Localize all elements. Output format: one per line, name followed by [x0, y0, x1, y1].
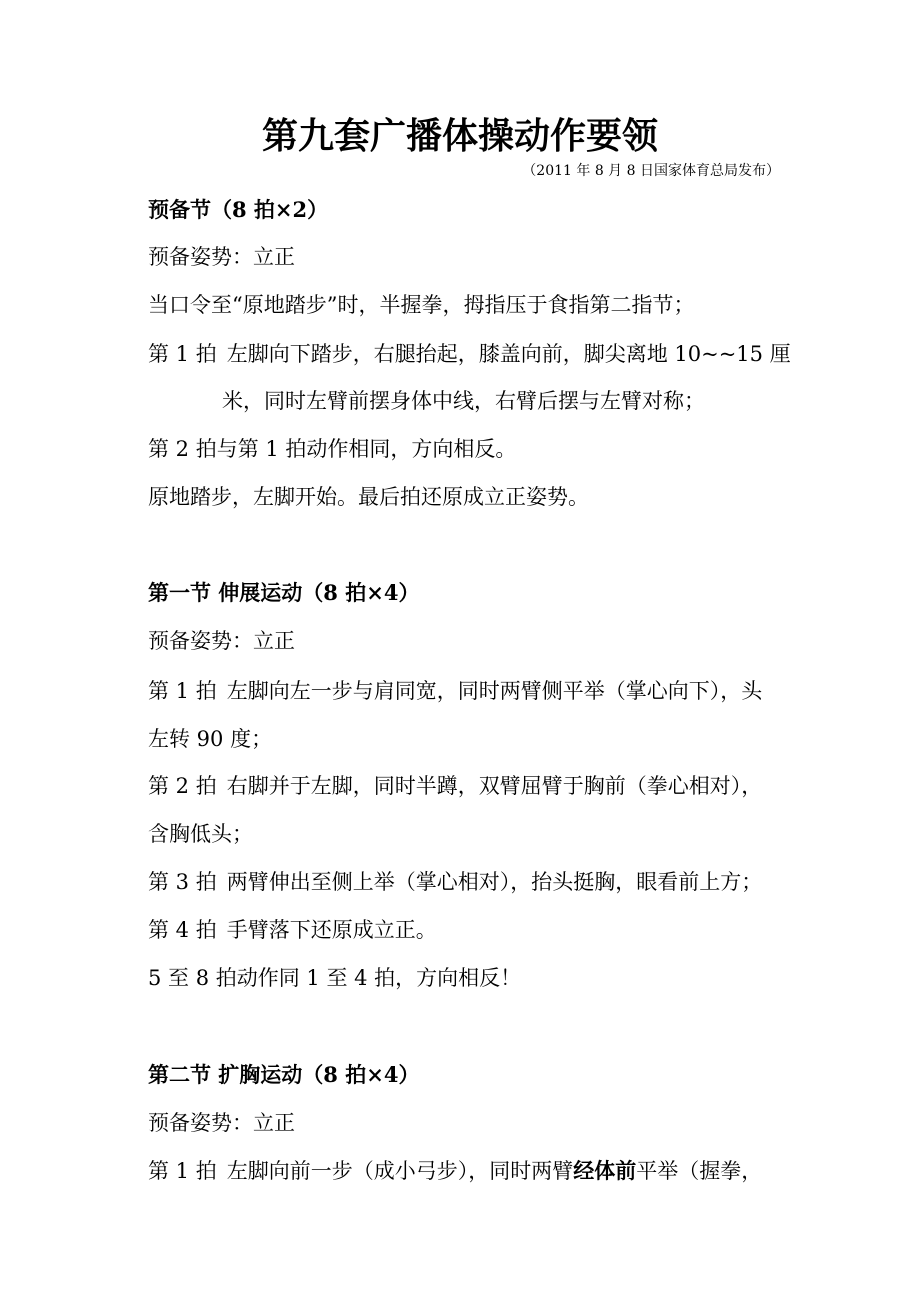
prep-line-5: 原地踏步，左脚开始。最后拍还原成立正姿势。	[148, 485, 589, 509]
section-2-stance: 预备姿势：立正	[148, 1111, 295, 1135]
beat-label: 第 3 拍	[148, 870, 217, 894]
prep-beat-1-continued: 米，同时左臂前摆身体中线，右臂后摆与左臂对称；	[222, 389, 705, 413]
beat-label: 第 4 拍	[148, 918, 217, 942]
beat-label: 第 1 拍	[148, 679, 217, 703]
section-1-beat-3	[148, 867, 762, 897]
section-2-heading: 第二节 扩胸运动（8 拍×4）	[148, 1062, 420, 1087]
section-1-stance: 预备姿势：立正	[148, 629, 295, 653]
beat-label: 第 1 拍	[148, 1159, 217, 1183]
beat-label: 第 1 拍	[148, 342, 217, 366]
beat-text-tail: 平举（握拳，	[636, 1159, 763, 1183]
beat-text: 右脚并于左脚，同时半蹲，双臂屈臂于胸前（拳心相对），	[226, 774, 763, 798]
beat-text-emphasis: 经体前	[573, 1158, 637, 1183]
beat-text: 手臂落下还原成立正。	[226, 918, 437, 942]
section-1-beat-2	[148, 771, 762, 801]
document-title: 第九套广播体操动作要领	[261, 115, 658, 157]
section-1-beat-1-continued: 左转 90 度；	[148, 727, 273, 751]
section-1-heading: 第一节 伸展运动（8 拍×4）	[148, 580, 420, 605]
section-2-beat-1	[148, 1156, 762, 1186]
prep-line-4: 第 2 拍与第 1 拍动作相同，方向相反。	[148, 437, 517, 461]
section-1-line-5: 5 至 8 拍动作同 1 至 4 拍，方向相反！	[148, 966, 522, 990]
section-1-beat-4	[148, 915, 437, 945]
prep-heading: 预备节（8 拍×2）	[148, 197, 329, 222]
section-1-beat-1	[148, 676, 762, 706]
beat-text: 左脚向下踏步，右腿抬起，膝盖向前，脚尖离地 10~~15 厘	[226, 342, 791, 366]
beat-text: 左脚向左一步与肩同宽，同时两臂侧平举（掌心向下），头	[226, 679, 763, 703]
beat-text: 两臂伸出至侧上举（掌心相对），抬头挺胸，眼看前上方；	[226, 870, 763, 894]
section-1-beat-2-continued: 含胸低头；	[148, 822, 253, 846]
prep-line-1: 当口令至“原地踏步”时，半握拳，拇指压于食指第二指节；	[148, 293, 695, 317]
prep-beat-1	[148, 339, 791, 369]
document-subtitle: （2011 年 8 月 8 日国家体育总局发布）	[522, 163, 780, 179]
beat-text: 左脚向前一步（成小弓步），同时两臂	[226, 1159, 574, 1183]
prep-stance: 预备姿势：立正	[148, 245, 295, 269]
beat-label: 第 2 拍	[148, 774, 217, 798]
